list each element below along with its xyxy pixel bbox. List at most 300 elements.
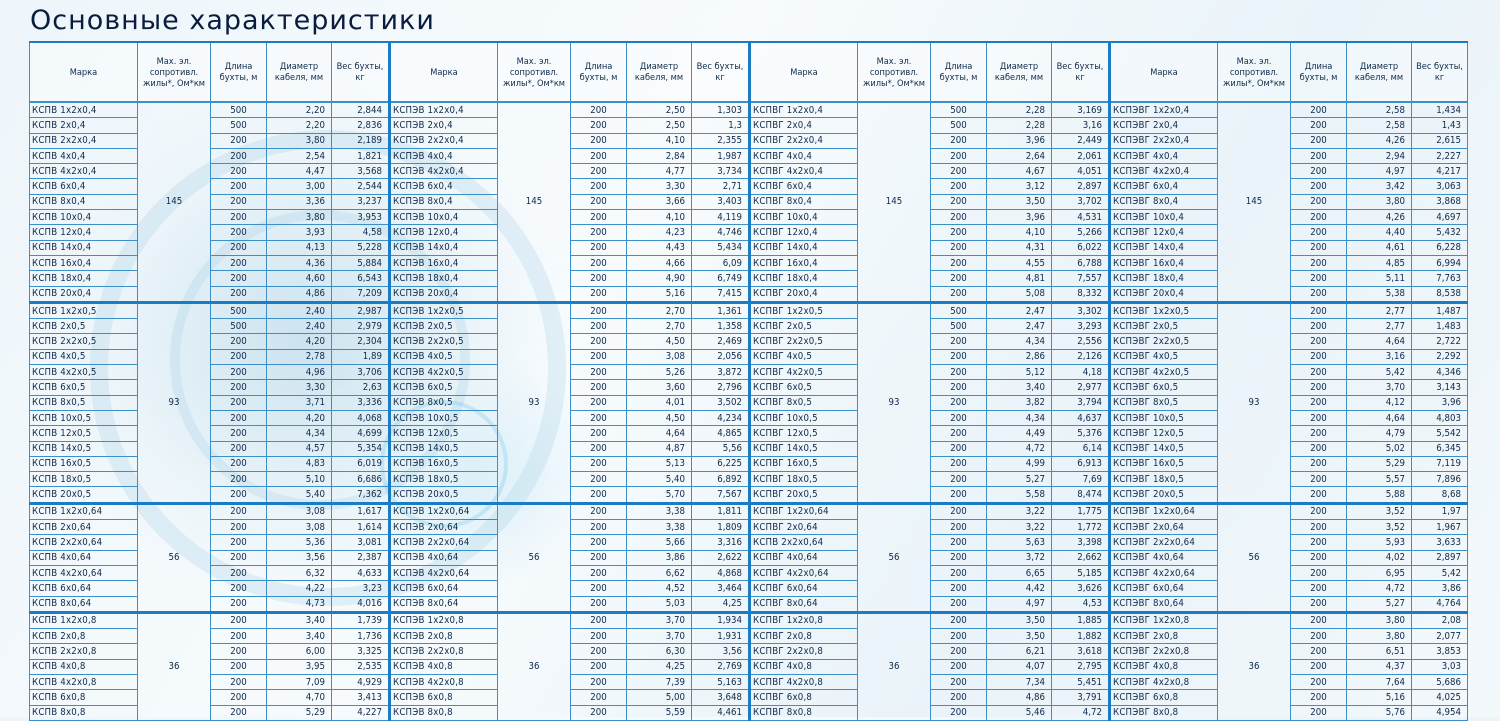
kspvg-diameter-cell: 4,10 bbox=[987, 225, 1052, 240]
kspevg-brand-cell: КСПЭВГ 4х0,5 bbox=[1110, 349, 1218, 364]
kspev-length-cell: 200 bbox=[571, 133, 627, 148]
kspvg-diameter-cell: 4,34 bbox=[987, 410, 1052, 425]
kspevg-weight-cell: 3,03 bbox=[1412, 659, 1468, 674]
kspv-weight-cell: 4,016 bbox=[332, 596, 390, 612]
kspvg-diameter-cell: 4,99 bbox=[987, 456, 1052, 471]
kspev-diameter-cell: 6,62 bbox=[627, 565, 692, 580]
kspvg-diameter-cell: 4,67 bbox=[987, 164, 1052, 179]
kspev-weight-cell: 5,163 bbox=[692, 674, 750, 689]
kspvg-weight-cell: 2,061 bbox=[1052, 148, 1110, 163]
kspevg-brand-cell: КСПЭВГ 4х0,4 bbox=[1110, 148, 1218, 163]
kspv-length-cell: 200 bbox=[211, 581, 267, 596]
kspv-weight-cell: 1,739 bbox=[332, 612, 390, 628]
kspevg-brand-cell: КСПЭВГ 6х0,8 bbox=[1110, 690, 1218, 705]
kspvg-brand-cell: КСПВГ 4х2х0,64 bbox=[750, 565, 858, 580]
kspev-length-cell: 200 bbox=[571, 286, 627, 302]
table-row bbox=[30, 102, 1468, 118]
kspevg-weight-cell: 2,615 bbox=[1412, 133, 1468, 148]
kspev-weight-cell: 3,316 bbox=[692, 535, 750, 550]
kspv-diameter-cell: 3,08 bbox=[267, 503, 332, 519]
kspevg-weight-cell: 2,722 bbox=[1412, 334, 1468, 349]
kspevg-brand-cell: КСПЭВГ 4х0,64 bbox=[1110, 550, 1218, 565]
kspvg-brand-cell: КСПВГ 14х0,4 bbox=[750, 240, 858, 255]
header-weight: Вес бухты, кг bbox=[332, 42, 390, 102]
kspvg-diameter-cell: 3,50 bbox=[987, 194, 1052, 209]
kspv-diameter-cell: 6,00 bbox=[267, 644, 332, 659]
kspvg-length-cell: 200 bbox=[931, 380, 987, 395]
kspv-diameter-cell: 4,57 bbox=[267, 441, 332, 456]
kspv-length-cell: 200 bbox=[211, 133, 267, 148]
kspevg-brand-cell: КСПЭВГ 12х0,4 bbox=[1110, 225, 1218, 240]
kspv-diameter-cell: 3,36 bbox=[267, 194, 332, 209]
kspev-length-cell: 200 bbox=[571, 705, 627, 720]
kspevg-weight-cell: 2,292 bbox=[1412, 349, 1468, 364]
kspevg-weight-cell: 3,868 bbox=[1412, 194, 1468, 209]
kspv-length-cell: 200 bbox=[211, 535, 267, 550]
kspv-resistance-cell: 56 bbox=[138, 503, 211, 612]
header-brand: Марка bbox=[750, 42, 858, 102]
kspev-weight-cell: 4,234 bbox=[692, 410, 750, 425]
kspev-weight-cell: 1,358 bbox=[692, 319, 750, 334]
kspevg-brand-cell: КСПЭВГ 2х2х0,64 bbox=[1110, 535, 1218, 550]
kspevg-diameter-cell: 5,88 bbox=[1347, 487, 1412, 503]
kspv-brand-cell: КСПВ 6х0,4 bbox=[30, 179, 138, 194]
kspevg-diameter-cell: 5,27 bbox=[1347, 596, 1412, 612]
kspev-weight-cell: 3,648 bbox=[692, 690, 750, 705]
kspvg-weight-cell: 1,772 bbox=[1052, 520, 1110, 535]
kspv-length-cell: 500 bbox=[211, 118, 267, 133]
kspv-weight-cell: 3,953 bbox=[332, 210, 390, 225]
kspev-brand-cell: КСПЭВ 10х0,4 bbox=[390, 210, 498, 225]
kspevg-weight-cell: 4,764 bbox=[1412, 596, 1468, 612]
kspevg-brand-cell: КСПЭВГ 1х2х0,5 bbox=[1110, 302, 1218, 318]
kspevg-length-cell: 200 bbox=[1291, 612, 1347, 628]
kspev-diameter-cell: 4,01 bbox=[627, 395, 692, 410]
kspv-weight-cell: 5,228 bbox=[332, 240, 390, 255]
kspev-weight-cell: 1,811 bbox=[692, 503, 750, 519]
header-weight: Вес бухты, кг bbox=[1052, 42, 1110, 102]
kspevg-diameter-cell: 3,80 bbox=[1347, 612, 1412, 628]
kspv-diameter-cell: 4,36 bbox=[267, 255, 332, 270]
kspevg-diameter-cell: 2,77 bbox=[1347, 302, 1412, 318]
kspev-weight-cell: 2,056 bbox=[692, 349, 750, 364]
kspevg-diameter-cell: 2,94 bbox=[1347, 148, 1412, 163]
kspev-brand-cell: КСПЭВ 4х2х0,8 bbox=[390, 674, 498, 689]
kspev-weight-cell: 2,796 bbox=[692, 380, 750, 395]
kspv-length-cell: 200 bbox=[211, 565, 267, 580]
kspvg-diameter-cell: 3,96 bbox=[987, 210, 1052, 225]
kspv-brand-cell: КСПВ 4х2х0,5 bbox=[30, 365, 138, 380]
kspevg-weight-cell: 7,119 bbox=[1412, 456, 1468, 471]
kspv-brand-cell: КСПВ 4х2х0,8 bbox=[30, 674, 138, 689]
kspevg-length-cell: 200 bbox=[1291, 520, 1347, 535]
kspevg-resistance-cell: 36 bbox=[1218, 612, 1291, 720]
kspev-weight-cell: 1,3 bbox=[692, 118, 750, 133]
kspevg-diameter-cell: 5,42 bbox=[1347, 365, 1412, 380]
kspev-diameter-cell: 3,38 bbox=[627, 520, 692, 535]
kspv-weight-cell: 5,354 bbox=[332, 441, 390, 456]
kspev-length-cell: 200 bbox=[571, 565, 627, 580]
kspev-brand-cell: КСПЭВ 16х0,5 bbox=[390, 456, 498, 471]
kspvg-brand-cell: КСПВГ 6х0,5 bbox=[750, 380, 858, 395]
kspv-diameter-cell: 3,40 bbox=[267, 612, 332, 628]
kspev-diameter-cell: 5,40 bbox=[627, 472, 692, 487]
kspvg-weight-cell: 5,185 bbox=[1052, 565, 1110, 580]
kspv-diameter-cell: 4,60 bbox=[267, 271, 332, 286]
kspev-diameter-cell: 4,66 bbox=[627, 255, 692, 270]
kspev-weight-cell: 2,622 bbox=[692, 550, 750, 565]
kspv-length-cell: 200 bbox=[211, 629, 267, 644]
kspevg-length-cell: 200 bbox=[1291, 503, 1347, 519]
kspvg-length-cell: 500 bbox=[931, 302, 987, 318]
kspevg-length-cell: 200 bbox=[1291, 302, 1347, 318]
kspevg-length-cell: 200 bbox=[1291, 487, 1347, 503]
kspvg-length-cell: 200 bbox=[931, 395, 987, 410]
kspvg-weight-cell: 1,885 bbox=[1052, 612, 1110, 628]
kspvg-weight-cell: 2,126 bbox=[1052, 349, 1110, 364]
kspevg-diameter-cell: 5,93 bbox=[1347, 535, 1412, 550]
kspevg-diameter-cell: 5,16 bbox=[1347, 690, 1412, 705]
kspevg-length-cell: 200 bbox=[1291, 565, 1347, 580]
kspevg-length-cell: 200 bbox=[1291, 410, 1347, 425]
header-resistance: Max. эл. сопротивл. жилы*, Ом*км bbox=[1218, 42, 1291, 102]
kspv-weight-cell: 6,019 bbox=[332, 456, 390, 471]
kspev-weight-cell: 5,56 bbox=[692, 441, 750, 456]
kspvg-length-cell: 200 bbox=[931, 286, 987, 302]
kspev-weight-cell: 4,25 bbox=[692, 596, 750, 612]
kspv-weight-cell: 4,699 bbox=[332, 426, 390, 441]
kspv-length-cell: 200 bbox=[211, 487, 267, 503]
kspev-brand-cell: КСПЭВ 2х0,64 bbox=[390, 520, 498, 535]
kspvg-diameter-cell: 7,34 bbox=[987, 674, 1052, 689]
kspv-weight-cell: 4,929 bbox=[332, 674, 390, 689]
kspv-length-cell: 200 bbox=[211, 148, 267, 163]
kspvg-diameter-cell: 3,50 bbox=[987, 612, 1052, 628]
kspev-length-cell: 200 bbox=[571, 690, 627, 705]
kspev-diameter-cell: 5,70 bbox=[627, 487, 692, 503]
kspvg-brand-cell: КСПВГ 4х0,64 bbox=[750, 550, 858, 565]
kspvg-length-cell: 200 bbox=[931, 674, 987, 689]
kspevg-diameter-cell: 4,40 bbox=[1347, 225, 1412, 240]
kspev-resistance-cell: 56 bbox=[498, 503, 571, 612]
kspevg-brand-cell: КСПЭВГ 2х0,4 bbox=[1110, 118, 1218, 133]
kspev-weight-cell: 4,461 bbox=[692, 705, 750, 720]
kspevg-length-cell: 200 bbox=[1291, 535, 1347, 550]
kspev-diameter-cell: 7,39 bbox=[627, 674, 692, 689]
kspv-weight-cell: 3,325 bbox=[332, 644, 390, 659]
kspvg-brand-cell: КСПВГ 4х0,8 bbox=[750, 659, 858, 674]
kspev-length-cell: 200 bbox=[571, 395, 627, 410]
kspvg-length-cell: 200 bbox=[931, 225, 987, 240]
kspevg-diameter-cell: 6,51 bbox=[1347, 644, 1412, 659]
kspvg-brand-cell: КСПВГ 8х0,4 bbox=[750, 194, 858, 209]
kspv-diameter-cell: 2,78 bbox=[267, 349, 332, 364]
kspvg-brand-cell: КСПВГ 20х0,4 bbox=[750, 286, 858, 302]
kspev-length-cell: 200 bbox=[571, 503, 627, 519]
kspevg-weight-cell: 1,967 bbox=[1412, 520, 1468, 535]
kspevg-diameter-cell: 3,70 bbox=[1347, 380, 1412, 395]
kspv-length-cell: 200 bbox=[211, 286, 267, 302]
kspv-length-cell: 500 bbox=[211, 302, 267, 318]
kspvg-diameter-cell: 3,72 bbox=[987, 550, 1052, 565]
kspevg-brand-cell: КСПЭВГ 14х0,4 bbox=[1110, 240, 1218, 255]
kspvg-diameter-cell: 6,21 bbox=[987, 644, 1052, 659]
kspv-diameter-cell: 3,30 bbox=[267, 380, 332, 395]
kspv-weight-cell: 3,23 bbox=[332, 581, 390, 596]
kspv-weight-cell: 2,844 bbox=[332, 102, 390, 118]
kspevg-length-cell: 200 bbox=[1291, 395, 1347, 410]
kspevg-length-cell: 200 bbox=[1291, 225, 1347, 240]
kspv-weight-cell: 6,543 bbox=[332, 271, 390, 286]
kspv-length-cell: 200 bbox=[211, 164, 267, 179]
kspv-brand-cell: КСПВ 4х0,8 bbox=[30, 659, 138, 674]
kspevg-weight-cell: 8,538 bbox=[1412, 286, 1468, 302]
kspevg-length-cell: 200 bbox=[1291, 194, 1347, 209]
kspev-brand-cell: КСПЭВ 4х0,4 bbox=[390, 148, 498, 163]
kspevg-brand-cell: КСПЭВГ 8х0,64 bbox=[1110, 596, 1218, 612]
kspev-length-cell: 200 bbox=[571, 380, 627, 395]
kspev-diameter-cell: 4,10 bbox=[627, 133, 692, 148]
kspvg-brand-cell: КСПВГ 10х0,5 bbox=[750, 410, 858, 425]
header-diameter: Диаметр кабеля, мм bbox=[267, 42, 332, 102]
kspevg-length-cell: 200 bbox=[1291, 659, 1347, 674]
kspevg-diameter-cell: 3,52 bbox=[1347, 503, 1412, 519]
kspevg-diameter-cell: 2,58 bbox=[1347, 118, 1412, 133]
kspev-weight-cell: 6,09 bbox=[692, 255, 750, 270]
kspv-brand-cell: КСПВ 14х0,4 bbox=[30, 240, 138, 255]
kspv-weight-cell: 7,209 bbox=[332, 286, 390, 302]
kspv-length-cell: 200 bbox=[211, 690, 267, 705]
table-row bbox=[30, 503, 1468, 519]
kspevg-length-cell: 200 bbox=[1291, 349, 1347, 364]
kspevg-diameter-cell: 7,64 bbox=[1347, 674, 1412, 689]
kspev-diameter-cell: 4,10 bbox=[627, 210, 692, 225]
kspvg-brand-cell: КСПВГ 1х2х0,4 bbox=[750, 102, 858, 118]
kspev-weight-cell: 3,734 bbox=[692, 164, 750, 179]
kspevg-weight-cell: 4,697 bbox=[1412, 210, 1468, 225]
header-length: Длина бухты, м bbox=[931, 42, 987, 102]
kspv-length-cell: 200 bbox=[211, 659, 267, 674]
kspev-brand-cell: КСПЭВ 6х0,8 bbox=[390, 690, 498, 705]
kspv-weight-cell: 1,736 bbox=[332, 629, 390, 644]
kspvg-diameter-cell: 5,08 bbox=[987, 286, 1052, 302]
kspev-diameter-cell: 5,00 bbox=[627, 690, 692, 705]
kspev-brand-cell: КСПЭВ 8х0,8 bbox=[390, 705, 498, 720]
kspev-brand-cell: КСПЭВ 8х0,64 bbox=[390, 596, 498, 612]
kspev-brand-cell: КСПЭВ 14х0,5 bbox=[390, 441, 498, 456]
kspv-diameter-cell: 7,09 bbox=[267, 674, 332, 689]
kspvg-brand-cell: КСПВГ 14х0,5 bbox=[750, 441, 858, 456]
kspev-brand-cell: КСПЭВ 14х0,4 bbox=[390, 240, 498, 255]
kspevg-length-cell: 200 bbox=[1291, 255, 1347, 270]
kspevg-weight-cell: 4,803 bbox=[1412, 410, 1468, 425]
kspvg-brand-cell: КСПВГ 16х0,4 bbox=[750, 255, 858, 270]
header-resistance: Max. эл. сопротивл. жилы*, Ом*км bbox=[498, 42, 571, 102]
kspvg-brand-cell: КСПВГ 2х0,64 bbox=[750, 520, 858, 535]
kspvg-diameter-cell: 2,28 bbox=[987, 102, 1052, 118]
kspev-brand-cell: КСПЭВ 2х2х0,5 bbox=[390, 334, 498, 349]
kspvg-length-cell: 500 bbox=[931, 319, 987, 334]
kspev-weight-cell: 1,934 bbox=[692, 612, 750, 628]
kspvg-brand-cell: КСПВГ 4х2х0,8 bbox=[750, 674, 858, 689]
kspevg-weight-cell: 1,97 bbox=[1412, 503, 1468, 519]
kspv-resistance-cell: 145 bbox=[138, 102, 211, 302]
kspv-diameter-cell: 3,08 bbox=[267, 520, 332, 535]
kspvg-length-cell: 200 bbox=[931, 565, 987, 580]
kspevg-brand-cell: КСПЭВГ 2х2х0,8 bbox=[1110, 644, 1218, 659]
header-brand: Марка bbox=[390, 42, 498, 102]
kspevg-length-cell: 200 bbox=[1291, 334, 1347, 349]
kspev-diameter-cell: 4,43 bbox=[627, 240, 692, 255]
kspv-length-cell: 200 bbox=[211, 456, 267, 471]
kspv-diameter-cell: 2,20 bbox=[267, 102, 332, 118]
kspevg-brand-cell: КСПЭВГ 10х0,4 bbox=[1110, 210, 1218, 225]
kspev-resistance-cell: 36 bbox=[498, 612, 571, 720]
kspv-length-cell: 200 bbox=[211, 472, 267, 487]
kspevg-length-cell: 200 bbox=[1291, 210, 1347, 225]
kspvg-brand-cell: КСПВГ 8х0,5 bbox=[750, 395, 858, 410]
kspv-brand-cell: КСПВ 2х0,8 bbox=[30, 629, 138, 644]
kspvg-weight-cell: 6,14 bbox=[1052, 441, 1110, 456]
kspevg-weight-cell: 7,763 bbox=[1412, 271, 1468, 286]
kspv-brand-cell: КСПВ 8х0,5 bbox=[30, 395, 138, 410]
kspev-diameter-cell: 3,70 bbox=[627, 612, 692, 628]
kspv-weight-cell: 2,836 bbox=[332, 118, 390, 133]
kspv-length-cell: 200 bbox=[211, 225, 267, 240]
kspvg-brand-cell: КСПВГ 1х2х0,5 bbox=[750, 302, 858, 318]
kspev-diameter-cell: 2,50 bbox=[627, 102, 692, 118]
kspv-length-cell: 200 bbox=[211, 550, 267, 565]
kspvg-length-cell: 200 bbox=[931, 535, 987, 550]
kspvg-diameter-cell: 4,86 bbox=[987, 690, 1052, 705]
kspevg-diameter-cell: 5,29 bbox=[1347, 456, 1412, 471]
kspevg-weight-cell: 2,227 bbox=[1412, 148, 1468, 163]
kspv-brand-cell: КСПВ 18х0,5 bbox=[30, 472, 138, 487]
kspevg-brand-cell: КСПЭВГ 20х0,4 bbox=[1110, 286, 1218, 302]
kspvg-length-cell: 200 bbox=[931, 596, 987, 612]
kspvg-length-cell: 200 bbox=[931, 520, 987, 535]
kspv-brand-cell: КСПВ 6х0,8 bbox=[30, 690, 138, 705]
kspvg-brand-cell: КСПВГ 4х0,4 bbox=[750, 148, 858, 163]
kspev-diameter-cell: 5,66 bbox=[627, 535, 692, 550]
kspev-length-cell: 200 bbox=[571, 410, 627, 425]
kspev-brand-cell: КСПЭВ 2х2х0,64 bbox=[390, 535, 498, 550]
kspev-weight-cell: 3,502 bbox=[692, 395, 750, 410]
kspv-diameter-cell: 2,40 bbox=[267, 302, 332, 318]
kspv-diameter-cell: 4,86 bbox=[267, 286, 332, 302]
kspevg-length-cell: 200 bbox=[1291, 456, 1347, 471]
kspevg-length-cell: 200 bbox=[1291, 690, 1347, 705]
kspevg-weight-cell: 6,345 bbox=[1412, 441, 1468, 456]
kspvg-length-cell: 200 bbox=[931, 705, 987, 720]
kspev-brand-cell: КСПЭВ 4х0,8 bbox=[390, 659, 498, 674]
kspvg-brand-cell: КСПВГ 16х0,5 bbox=[750, 456, 858, 471]
kspevg-brand-cell: КСПЭВГ 1х2х0,64 bbox=[1110, 503, 1218, 519]
kspvg-brand-cell: КСПВГ 20х0,5 bbox=[750, 487, 858, 503]
kspv-length-cell: 200 bbox=[211, 349, 267, 364]
kspevg-brand-cell: КСПЭВГ 2х0,64 bbox=[1110, 520, 1218, 535]
kspvg-weight-cell: 3,16 bbox=[1052, 118, 1110, 133]
kspvg-diameter-cell: 3,12 bbox=[987, 179, 1052, 194]
kspvg-weight-cell: 5,266 bbox=[1052, 225, 1110, 240]
kspev-weight-cell: 6,225 bbox=[692, 456, 750, 471]
kspv-diameter-cell: 4,22 bbox=[267, 581, 332, 596]
kspev-brand-cell: КСПЭВ 8х0,4 bbox=[390, 194, 498, 209]
kspev-weight-cell: 1,809 bbox=[692, 520, 750, 535]
kspv-weight-cell: 3,081 bbox=[332, 535, 390, 550]
kspevg-diameter-cell: 5,11 bbox=[1347, 271, 1412, 286]
kspev-weight-cell: 2,355 bbox=[692, 133, 750, 148]
kspv-brand-cell: КСПВ 2х0,5 bbox=[30, 319, 138, 334]
kspv-brand-cell: КСПВ 10х0,4 bbox=[30, 210, 138, 225]
kspv-brand-cell: КСПВ 8х0,8 bbox=[30, 705, 138, 720]
kspev-brand-cell: КСПЭВ 18х0,5 bbox=[390, 472, 498, 487]
kspev-diameter-cell: 4,87 bbox=[627, 441, 692, 456]
kspv-diameter-cell: 5,29 bbox=[267, 705, 332, 720]
kspvg-length-cell: 200 bbox=[931, 148, 987, 163]
kspev-weight-cell: 4,746 bbox=[692, 225, 750, 240]
kspvg-length-cell: 500 bbox=[931, 102, 987, 118]
kspv-diameter-cell: 4,96 bbox=[267, 365, 332, 380]
kspev-length-cell: 200 bbox=[571, 581, 627, 596]
kspv-brand-cell: КСПВ 2х0,64 bbox=[30, 520, 138, 535]
kspev-brand-cell: КСПЭВ 4х2х0,5 bbox=[390, 365, 498, 380]
kspvg-weight-cell: 6,788 bbox=[1052, 255, 1110, 270]
kspvg-brand-cell: КСПВ 2х2х0,64 bbox=[750, 535, 858, 550]
kspevg-length-cell: 200 bbox=[1291, 426, 1347, 441]
kspevg-diameter-cell: 5,02 bbox=[1347, 441, 1412, 456]
kspev-diameter-cell: 3,30 bbox=[627, 179, 692, 194]
kspvg-length-cell: 200 bbox=[931, 410, 987, 425]
kspevg-weight-cell: 4,217 bbox=[1412, 164, 1468, 179]
kspevg-brand-cell: КСПЭВГ 2х2х0,4 bbox=[1110, 133, 1218, 148]
kspev-weight-cell: 1,361 bbox=[692, 302, 750, 318]
kspev-brand-cell: КСПЭВ 16х0,4 bbox=[390, 255, 498, 270]
header-brand: Марка bbox=[1110, 42, 1218, 102]
kspevg-brand-cell: КСПЭВГ 6х0,64 bbox=[1110, 581, 1218, 596]
header-length: Длина бухты, м bbox=[211, 42, 267, 102]
kspev-length-cell: 200 bbox=[571, 550, 627, 565]
kspv-weight-cell: 5,884 bbox=[332, 255, 390, 270]
kspev-length-cell: 200 bbox=[571, 596, 627, 612]
kspv-brand-cell: КСПВ 20х0,4 bbox=[30, 286, 138, 302]
kspvg-length-cell: 200 bbox=[931, 487, 987, 503]
kspev-brand-cell: КСПЭВ 4х0,5 bbox=[390, 349, 498, 364]
kspv-length-cell: 200 bbox=[211, 365, 267, 380]
kspvg-length-cell: 200 bbox=[931, 472, 987, 487]
kspvg-brand-cell: КСПВГ 6х0,4 bbox=[750, 179, 858, 194]
kspv-diameter-cell: 4,20 bbox=[267, 410, 332, 425]
kspv-brand-cell: КСПВ 16х0,4 bbox=[30, 255, 138, 270]
kspevg-weight-cell: 5,686 bbox=[1412, 674, 1468, 689]
kspvg-brand-cell: КСПВГ 1х2х0,64 bbox=[750, 503, 858, 519]
kspv-weight-cell: 3,706 bbox=[332, 365, 390, 380]
kspev-diameter-cell: 2,70 bbox=[627, 302, 692, 318]
kspv-brand-cell: КСПВ 1х2х0,5 bbox=[30, 302, 138, 318]
kspv-length-cell: 200 bbox=[211, 255, 267, 270]
kspev-length-cell: 200 bbox=[571, 194, 627, 209]
kspev-brand-cell: КСПЭВ 6х0,64 bbox=[390, 581, 498, 596]
kspev-diameter-cell: 3,70 bbox=[627, 629, 692, 644]
kspevg-weight-cell: 3,96 bbox=[1412, 395, 1468, 410]
kspvg-weight-cell: 2,449 bbox=[1052, 133, 1110, 148]
kspv-diameter-cell: 6,32 bbox=[267, 565, 332, 580]
kspev-length-cell: 200 bbox=[571, 225, 627, 240]
kspev-diameter-cell: 4,25 bbox=[627, 659, 692, 674]
kspvg-diameter-cell: 4,72 bbox=[987, 441, 1052, 456]
kspv-brand-cell: КСПВ 6х0,5 bbox=[30, 380, 138, 395]
kspv-brand-cell: КСПВ 2х0,4 bbox=[30, 118, 138, 133]
